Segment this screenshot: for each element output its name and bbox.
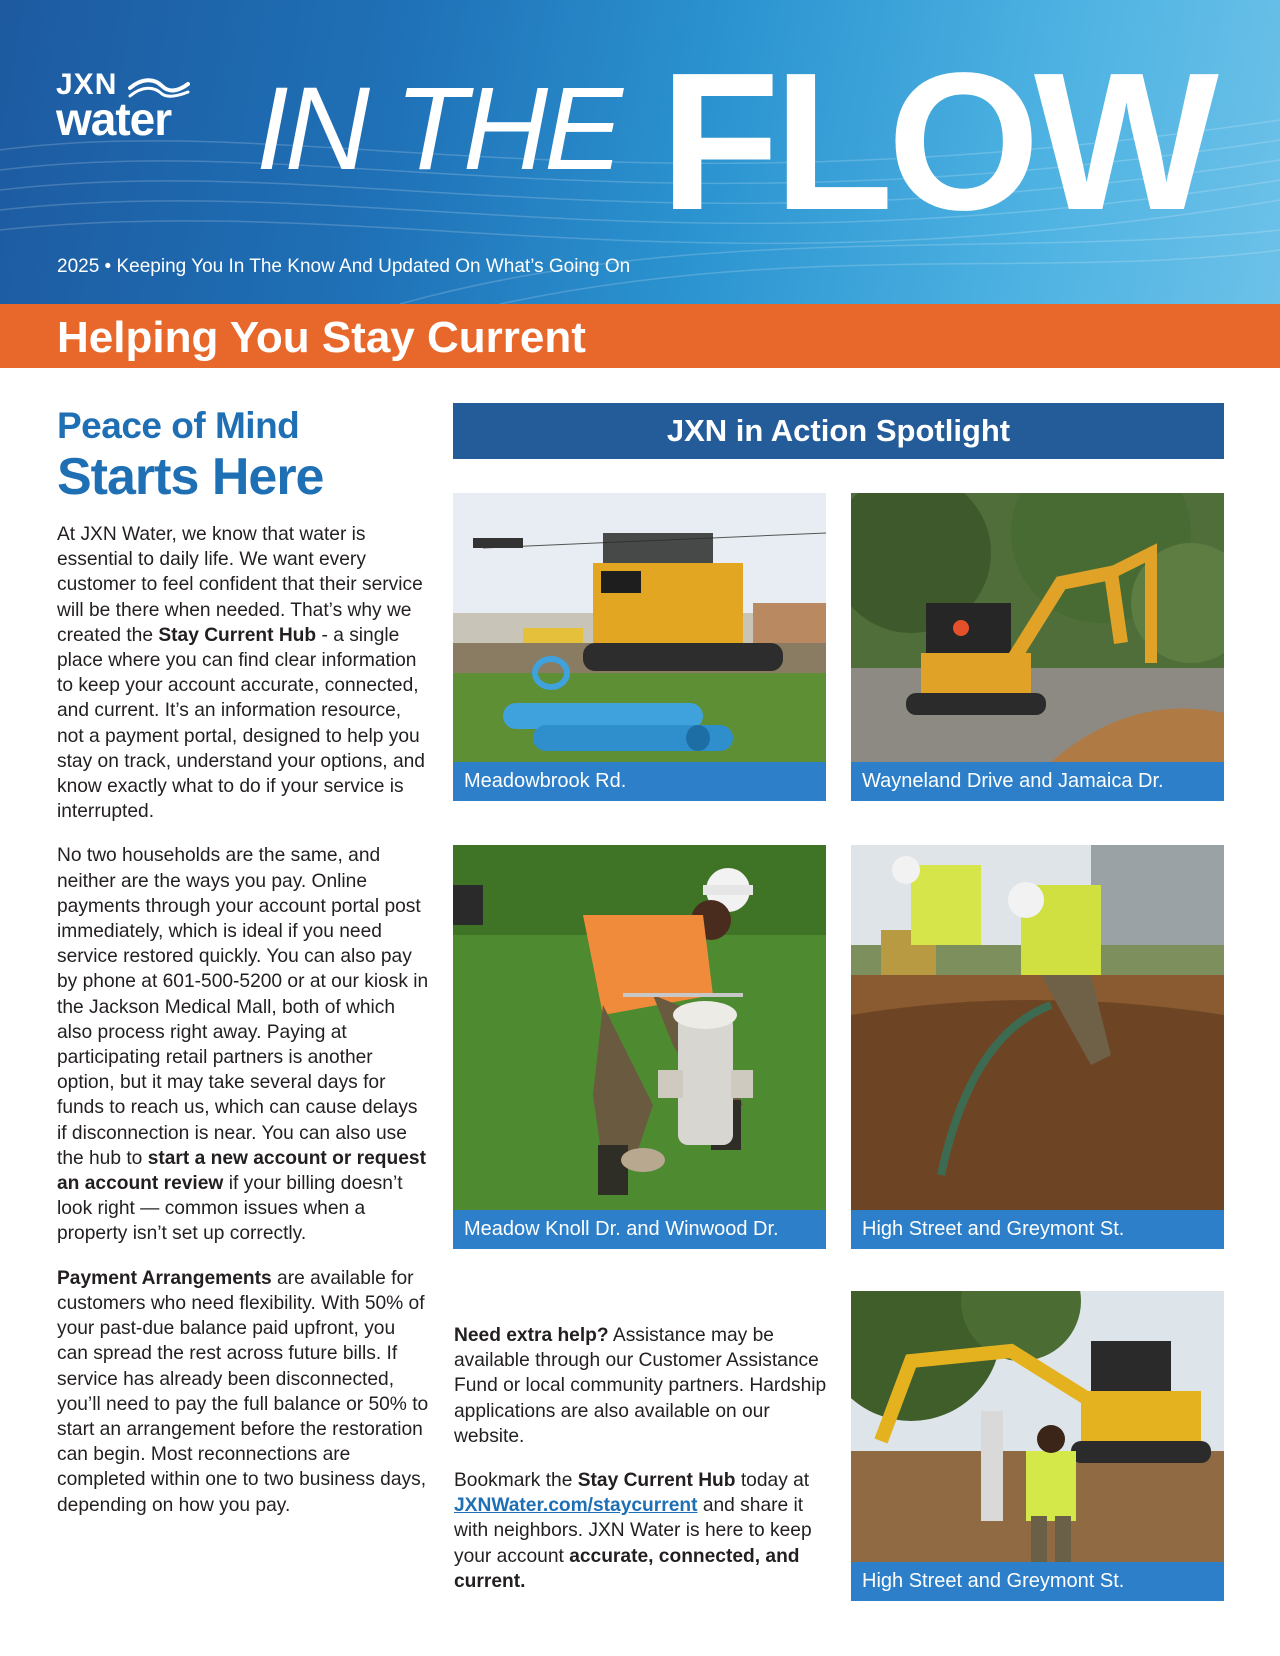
section-band xyxy=(0,304,1280,368)
photo-caption: High Street and Greymont St. xyxy=(851,1210,1224,1249)
photo-caption: Meadowbrook Rd. xyxy=(453,762,826,801)
article-paragraph-3: Payment Arrangements are available for customers who need flexibility. With 50% of your past-due balance paid upfront, you can spread the rest across future bills. If service has already been disconnected, you’ll need to pay the full balance or 50% to start an arrangement before the restoration can begin. Most reconnections are completed within one to two business days, depending on how you pay. xyxy=(57,1267,429,1516)
spotlight-photo-1 xyxy=(453,493,826,801)
bookmark-paragraph: Bookmark the Stay Current Hub today at JXNWater.com/staycurrent and share it with neighbors. JXN Water is here to keep your account accurate, connected, and current. xyxy=(454,1470,812,1592)
masthead xyxy=(0,0,1280,304)
article-paragraph-1: At JXN Water, we know that water is essential to daily life. We want every customer to feel confident that their service will be there when needed. That’s why we created the Stay Current Hub - a single place where you can find clear information to keep your account accurate, connected, and current. It’s an information resource, not a payment portal, designed to help you stay on track, understand your options, and know exactly what to do if your service is interrupted. xyxy=(57,524,425,823)
spotlight-photo-4 xyxy=(851,845,1224,1249)
article-paragraph-2: No two households are the same, and neither are the ways you pay. Online payments through your account portal post immediately, which is ideal if you need service restored quickly. You can also pay by phone at 601-500-5200 or at our kiosk in the Jackson Medical Mall, both of which also process right away. Paying at participating retail partners is another option, but it may take several days for funds to reach us, which can cause delays if disconnection is near. You can also use the hub to start a new account or request an account review if your billing doesn’t look right — common issues when a property isn’t set up correctly. xyxy=(57,845,429,1245)
spotlight-photo-3 xyxy=(453,845,826,1249)
spotlight-photo-5 xyxy=(851,1291,1224,1601)
spotlight-heading: JXN in Action Spotlight xyxy=(453,403,1224,459)
worker-hydrant-photo xyxy=(453,845,826,1210)
article-heading-line2: Starts Here xyxy=(57,448,324,506)
jxn-water-logo: JXN water xyxy=(56,70,171,142)
wave-icon xyxy=(128,76,190,100)
photo-caption: High Street and Greymont St. xyxy=(851,1562,1224,1601)
masthead-title-flow: FLOW xyxy=(660,32,1213,251)
section-title: Helping You Stay Current xyxy=(57,313,586,362)
masthead-title-in-the: IN THE xyxy=(256,63,619,195)
spotlight-photo-2 xyxy=(851,493,1224,801)
stay-current-link[interactable]: JXNWater.com/staycurrent xyxy=(454,1495,698,1517)
article-heading-line1: Peace of Mind xyxy=(57,405,300,446)
excavator-trees-photo xyxy=(851,493,1224,762)
masthead-tagline: 2025 • Keeping You In The Know And Updated On What’s Going On xyxy=(57,256,631,277)
help-paragraph: Need extra help? Assistance may be available through our Customer Assistance Fund or local community partners. Hardship applications are also available on our website. xyxy=(454,1325,827,1447)
help-text-block xyxy=(454,1323,834,1594)
excavator-worker-photo xyxy=(851,1291,1224,1562)
photo-caption: Wayneland Drive and Jamaica Dr. xyxy=(851,762,1224,801)
excavator-pipes-photo xyxy=(453,493,826,762)
photo-caption: Meadow Knoll Dr. and Winwood Dr. xyxy=(453,1210,826,1249)
left-column-article xyxy=(57,404,429,1518)
workers-trench-photo xyxy=(851,845,1224,1210)
